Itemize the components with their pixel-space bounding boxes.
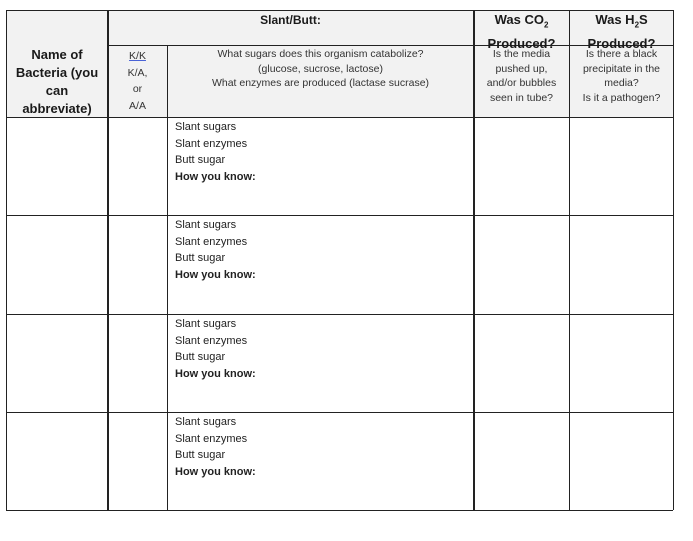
table-right-border — [673, 10, 674, 510]
h2s-question-line: Is it a pathogen? — [582, 91, 661, 104]
how-you-know-label: How you know: — [175, 268, 256, 281]
table-row — [175, 217, 256, 283]
slant-enzymes-label: Slant enzymes — [175, 334, 248, 347]
slant-question-line: What sugars does this organism catabolize? — [217, 48, 424, 60]
how-you-know-label: How you know: — [175, 367, 256, 380]
kk-header-line: A/A — [129, 99, 146, 112]
slant-enzymes-label: Slant enzymes — [175, 432, 248, 445]
kk-column-header — [108, 48, 167, 114]
co2-question-line: pushed up, — [495, 62, 548, 75]
slant-butt-title: Slant/Butt: — [260, 13, 321, 27]
name-header-line: Bacteria (you — [15, 65, 99, 80]
h2s-question-line: precipitate in the — [582, 62, 661, 75]
how-you-know-label: How you know: — [175, 465, 256, 478]
h2s-question-line: Is there a black — [585, 48, 658, 60]
slant-question-line: What enzymes are produced (lactase sucrase) — [211, 77, 430, 89]
name-header-line: Name of — [31, 47, 83, 62]
column-divider — [167, 45, 168, 510]
name-header-line: can — [45, 83, 69, 98]
h2s-title-line — [570, 11, 673, 35]
slant-enzymes-label: Slant enzymes — [175, 235, 248, 248]
co2-question-line: seen in tube? — [489, 91, 554, 104]
butt-sugar-label: Butt sugar — [175, 252, 226, 264]
butt-sugar-label: Butt sugar — [175, 449, 226, 461]
table-row — [175, 316, 256, 382]
slant-sugars-label: Slant sugars — [175, 219, 237, 231]
how-you-know-label: How you know: — [175, 170, 256, 183]
kk-header-line: K/A, — [127, 66, 148, 79]
butt-sugar-label: Butt sugar — [175, 154, 226, 166]
slant-butt-questions — [168, 47, 473, 91]
co2-question-line: Is the media — [492, 48, 551, 60]
slant-question-line: (glucose, sucrose, lactose) — [258, 62, 383, 75]
co2-title-text: Was CO — [494, 12, 544, 27]
name-column-header — [6, 46, 108, 118]
h2s-questions — [570, 47, 673, 105]
co2-title-line: Produced? — [487, 35, 556, 51]
co2-title-line — [474, 11, 569, 35]
kk-header-line — [108, 48, 167, 65]
table-bottom-border — [6, 510, 673, 511]
butt-sugar-label: Butt sugar — [175, 351, 226, 363]
slant-sugars-label: Slant sugars — [175, 121, 237, 133]
table-row — [175, 414, 256, 480]
slant-sugars-label: Slant sugars — [175, 416, 237, 428]
kk-header-line: or — [132, 83, 143, 95]
table-row — [175, 119, 256, 185]
slant-enzymes-label: Slant enzymes — [175, 137, 248, 150]
h2s-title-text: Was H — [595, 12, 635, 27]
slant-sugars-label: Slant sugars — [175, 318, 237, 330]
kk-header-value: K/K — [129, 50, 146, 62]
h2s-title-text: S — [639, 12, 648, 27]
h2s-title-line: Produced? — [587, 35, 656, 51]
co2-questions — [474, 47, 569, 105]
h2s-subscript: 2 — [634, 20, 640, 30]
co2-question-line: and/or bubbles — [486, 77, 557, 89]
name-header-line: abbreviate) — [22, 101, 92, 116]
h2s-question-line: media? — [604, 77, 639, 89]
co2-subscript: 2 — [543, 20, 549, 30]
